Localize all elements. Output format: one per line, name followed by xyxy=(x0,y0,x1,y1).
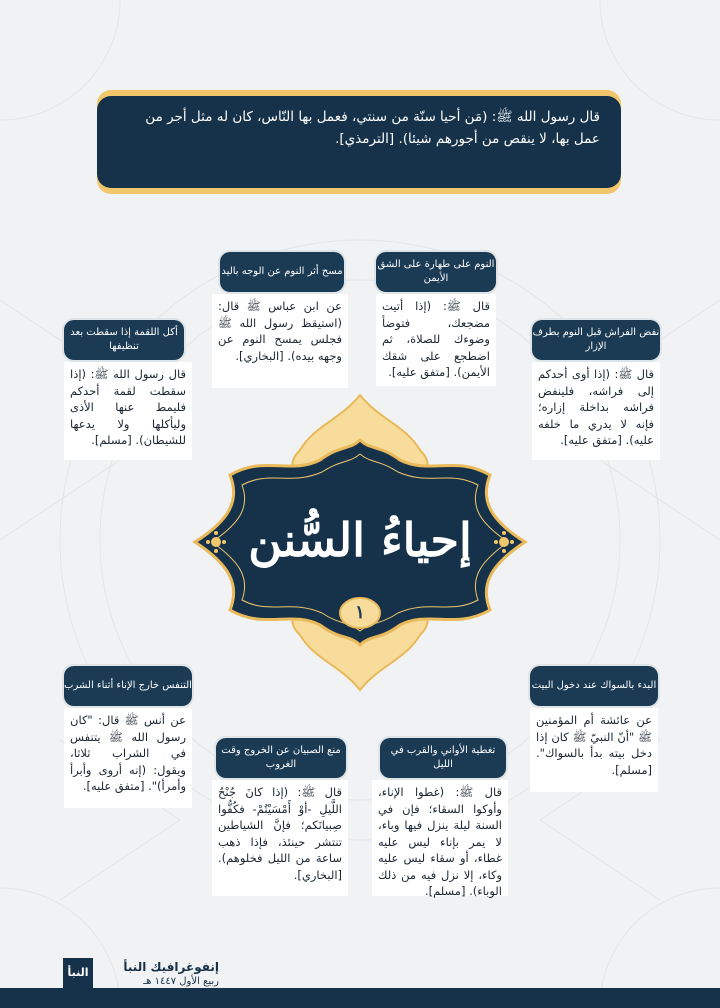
card-title-morsel: أكل اللقمة إذا سقطت بعد تنظيفها xyxy=(64,320,184,360)
hadith-header-text: قال رسول الله ﷺ: (مَن أحيا سنّة من سنتي، فعمل بها النّاس، كان له مثل أجر من عمل بها، لا ينقص من أجورهم شيئا). [الترمذي]. xyxy=(145,109,600,147)
card-title-wipe-face: مسح أثر النوم عن الوجه باليد xyxy=(220,252,344,292)
card-title-breathe: التنفس خارج الإناء أثناء الشرب xyxy=(64,666,192,706)
footer-bar xyxy=(0,988,720,1008)
issue-number: ١ xyxy=(355,602,365,623)
card-body-morsel: قال رسول الله ﷺ: (إذا سقطت لقمة أحدكم فليمط عنها الأذى وليأكلها ولا يدعها للشيطان). [مسلم]. xyxy=(64,362,192,460)
card-title-shake-bed: نفض الفراش قبل النوم بطرف الإزار xyxy=(532,320,660,360)
card-title-siwak: البدء بالسواك عند دخول البيت xyxy=(530,666,658,706)
card-title-cover: تغطية الأواني والقرب في الليل xyxy=(380,738,506,778)
main-title: إحياءُ السُّنن xyxy=(248,513,472,567)
card-body-cover: قال ﷺ: (غطوا الإناء، وأوكوا السقاء؛ فإن في السنة ليلة ينزل فيها وباء، لا يمر بإناء ليس عليه غطاء، أو سقاء ليس عليه وكاء، إلا نزل فيه من ذلك الوباء). [مسلم]. xyxy=(372,780,508,896)
card-body-shake-bed: قال ﷺ: (إذا أوى أحدكم إلى فراشه، فلينفض فراشه بداخلة إزاره؛ فإنه لا يدري ما خلفه عليه). [متفق عليه]. xyxy=(532,362,660,460)
naba-logo: النبأ xyxy=(63,958,93,988)
footer-title: إنفوغرافيك النبأ xyxy=(123,960,219,974)
card-title-children: منع الصبيان عن الخروج وقت الغروب xyxy=(216,738,346,778)
card-body-sleep-purity: قال ﷺ: (إذا أتيت مضجعك، فتوضأ وضوءك للصلاة، ثم اضطجع على شقك الأيمن). [متفق عليه]. xyxy=(376,294,496,386)
footer-date: ربيع الأول ١٤٤٧ هـ xyxy=(143,976,219,987)
card-body-siwak: عن عائشة أم المؤمنين ﷺ "أنّ النبيّ ﷺ كان إذا دخل بيته بدأ بالسواك". [مسلم]. xyxy=(530,708,658,792)
card-body-wipe-face: عن ابن عباس ﷺ قال: (استيقظ رسول الله ﷺ فجلس يمسح النوم عن وجهه بيده). [البخاري]. xyxy=(212,294,348,388)
card-body-breathe: عن أنس ﷺ قال: "كان رسول الله ﷺ يتنفس في الشراب ثلاثا، ويقول: (إنه أروى وأبرأ وأمرأ)". [متفق عليه]. xyxy=(64,708,192,808)
card-body-children: قال ﷺ: (إذا كانَ جُنْحُ اللَّيلِ -أوْ أَمْسَيْتُمْ- فكُفُّوا صِبيانَكم؛ فإنَّ الشياطين تنتشر حينئذ، فإذا ذهب ساعة من الليل فخلوهم). [البخاري]. xyxy=(212,780,348,896)
card-title-sleep-purity: النوم على طهارة على الشق الأيمن xyxy=(376,252,496,292)
